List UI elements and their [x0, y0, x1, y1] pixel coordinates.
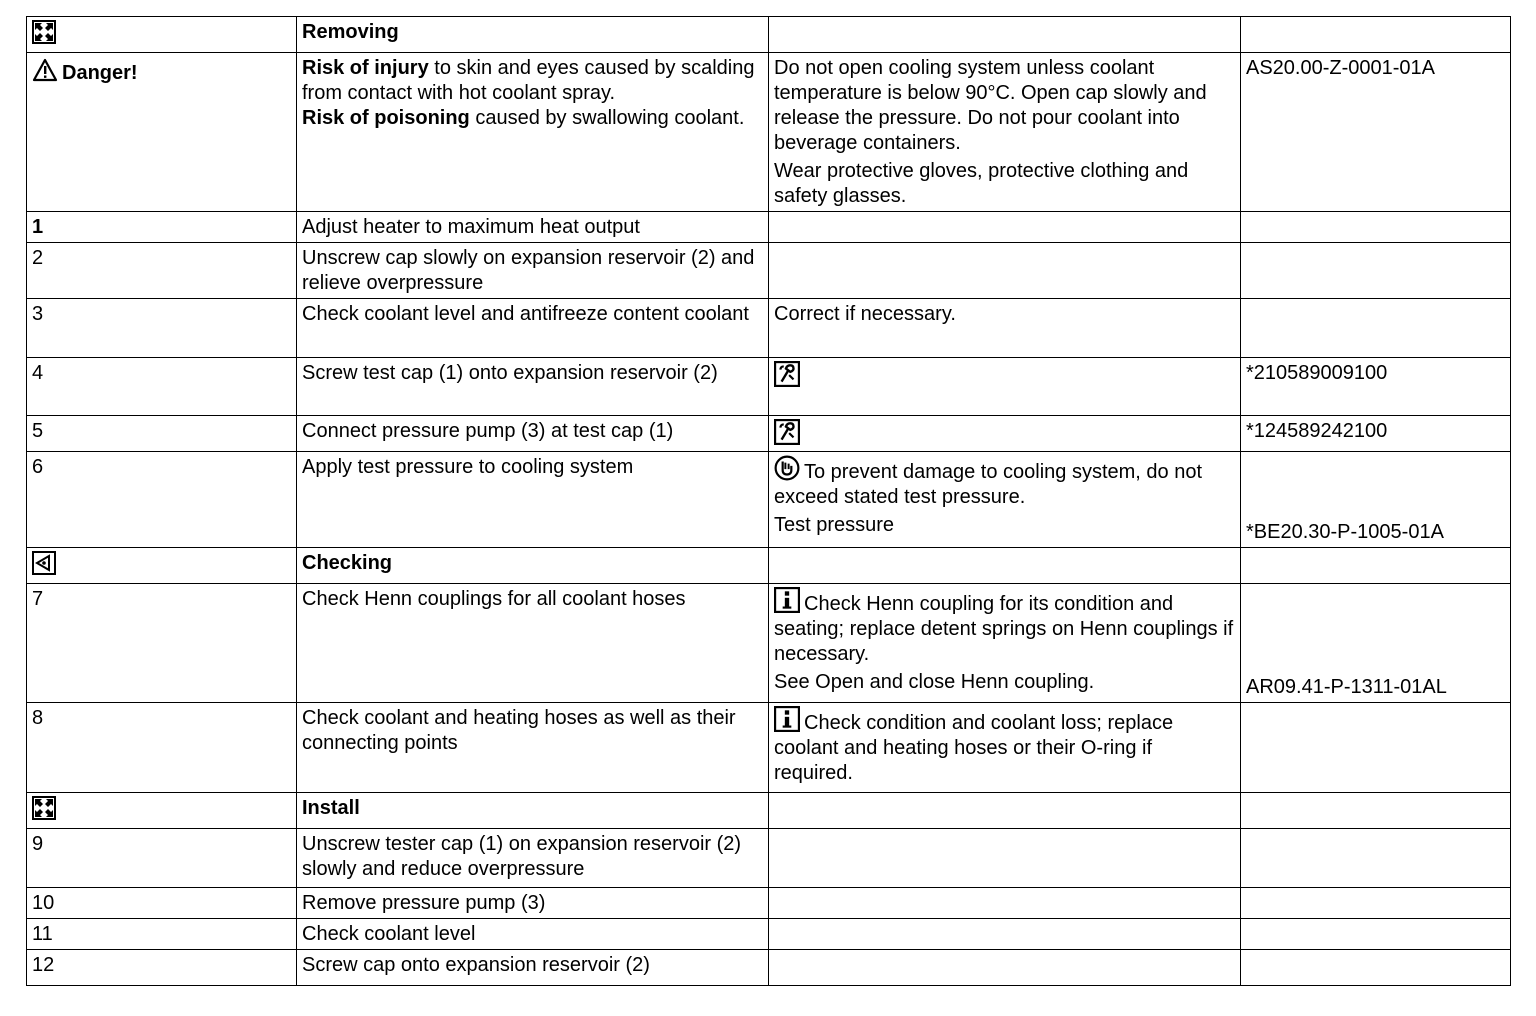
- step-text: Remove pressure pump (3): [297, 888, 769, 919]
- step-number: 11: [27, 919, 297, 950]
- step-note: [769, 416, 1241, 452]
- step-number: 1: [27, 212, 297, 243]
- danger-measure-1: Do not open cooling system unless coolant temperature is below 90°C. Open cap slowly and release the pressure. Do not pour coolant into beverage containers.: [774, 57, 1207, 154]
- danger-ref: AS20.00-Z-0001-01A: [1241, 53, 1511, 212]
- step-number: 2: [27, 243, 297, 299]
- procedure-table: [26, 16, 1511, 986]
- step-text: Check coolant and heating hoses as well as their connecting points: [297, 703, 769, 793]
- step-text: Check Henn couplings for all coolant hoses: [297, 584, 769, 703]
- table-row: [27, 584, 1511, 703]
- step-number: 10: [27, 888, 297, 919]
- danger-row: [27, 53, 1511, 212]
- section-row-checking: [27, 548, 1511, 584]
- step-text: Connect pressure pump (3) at test cap (1): [297, 416, 769, 452]
- step-note: Check condition and coolant loss; replace coolant and heating hoses or their O-ring if required.: [769, 703, 1241, 793]
- table-row: [27, 829, 1511, 888]
- section-row-removing: [27, 17, 1511, 53]
- speaker-check-icon: [32, 551, 56, 575]
- step-ref: *210589009100: [1241, 358, 1511, 416]
- step-text: Screw cap onto expansion reservoir (2): [297, 950, 769, 986]
- step-note-2: See Open and close Henn coupling.: [774, 671, 1095, 693]
- section-icon-cell: [27, 793, 297, 829]
- table-row: [27, 919, 1511, 950]
- risk-injury-text: to skin and eyes caused by scalding from contact with hot coolant spray.: [302, 57, 755, 104]
- expand-arrows-icon: [32, 20, 56, 44]
- caution-circle-icon: [774, 455, 800, 481]
- step-text: Apply test pressure to cooling system: [297, 452, 769, 548]
- table-row: [27, 212, 1511, 243]
- step-number: 7: [27, 584, 297, 703]
- step-text: Check coolant level and antifreeze content coolant: [297, 299, 769, 358]
- section-title: Checking: [297, 548, 769, 584]
- section-title: Install: [297, 793, 769, 829]
- step-number: 8: [27, 703, 297, 793]
- step-text: Adjust heater to maximum heat output: [297, 212, 769, 243]
- step-text: Check coolant level: [297, 919, 769, 950]
- risk-poisoning-text: caused by swallowing coolant.: [469, 107, 745, 129]
- step-ref: *124589242100: [1241, 416, 1511, 452]
- step-number: 5: [27, 416, 297, 452]
- wrench-tool-icon: [774, 361, 800, 387]
- step-text: Unscrew tester cap (1) on expansion reservoir (2) slowly and reduce overpressure: [297, 829, 769, 888]
- step-ref: *BE20.30-P-1005-01A: [1241, 452, 1511, 548]
- info-icon: [774, 587, 800, 613]
- step-number: 3: [27, 299, 297, 358]
- risk-injury-label: Risk of injury: [302, 57, 429, 79]
- danger-risk-cell: [297, 53, 769, 212]
- step-text: Screw test cap (1) onto expansion reservoir (2): [297, 358, 769, 416]
- wrench-tool-icon: [774, 419, 800, 445]
- step-note: Correct if necessary.: [769, 299, 1241, 358]
- section-icon-cell: [27, 548, 297, 584]
- table-row: [27, 358, 1511, 416]
- step-ref: AR09.41-P-1311-01AL: [1241, 584, 1511, 703]
- warning-triangle-icon: [32, 58, 58, 82]
- step-note: To prevent damage to cooling system, do not exceed stated test pressure. Test pressure: [769, 452, 1241, 548]
- table-row: [27, 243, 1511, 299]
- info-icon: [774, 706, 800, 732]
- step-text: Unscrew cap slowly on expansion reservoir (2) and relieve overpressure: [297, 243, 769, 299]
- step-note: Check Henn coupling for its condition and seating; replace detent springs on Henn couplings if necessary. See Open and close Henn coupling.: [769, 584, 1241, 703]
- step-number: 4: [27, 358, 297, 416]
- table-row: [27, 950, 1511, 986]
- table-row: [27, 888, 1511, 919]
- section-icon-cell: [27, 17, 297, 53]
- step-note: [769, 358, 1241, 416]
- table-row: [27, 299, 1511, 358]
- step-number: 6: [27, 452, 297, 548]
- danger-label-cell: [27, 53, 297, 212]
- danger-label: Danger!: [62, 62, 138, 84]
- step-number: 12: [27, 950, 297, 986]
- danger-measure-2: Wear protective gloves, protective clothing and safety glasses.: [774, 160, 1189, 207]
- danger-measures-cell: [769, 53, 1241, 212]
- step-note-2: Test pressure: [774, 514, 895, 536]
- table-row: [27, 416, 1511, 452]
- section-title: Removing: [297, 17, 769, 53]
- table-row: [27, 703, 1511, 793]
- risk-poisoning-label: Risk of poisoning: [302, 107, 470, 129]
- section-row-install: [27, 793, 1511, 829]
- step-number: 9: [27, 829, 297, 888]
- table-row: [27, 452, 1511, 548]
- expand-arrows-icon: [32, 796, 56, 820]
